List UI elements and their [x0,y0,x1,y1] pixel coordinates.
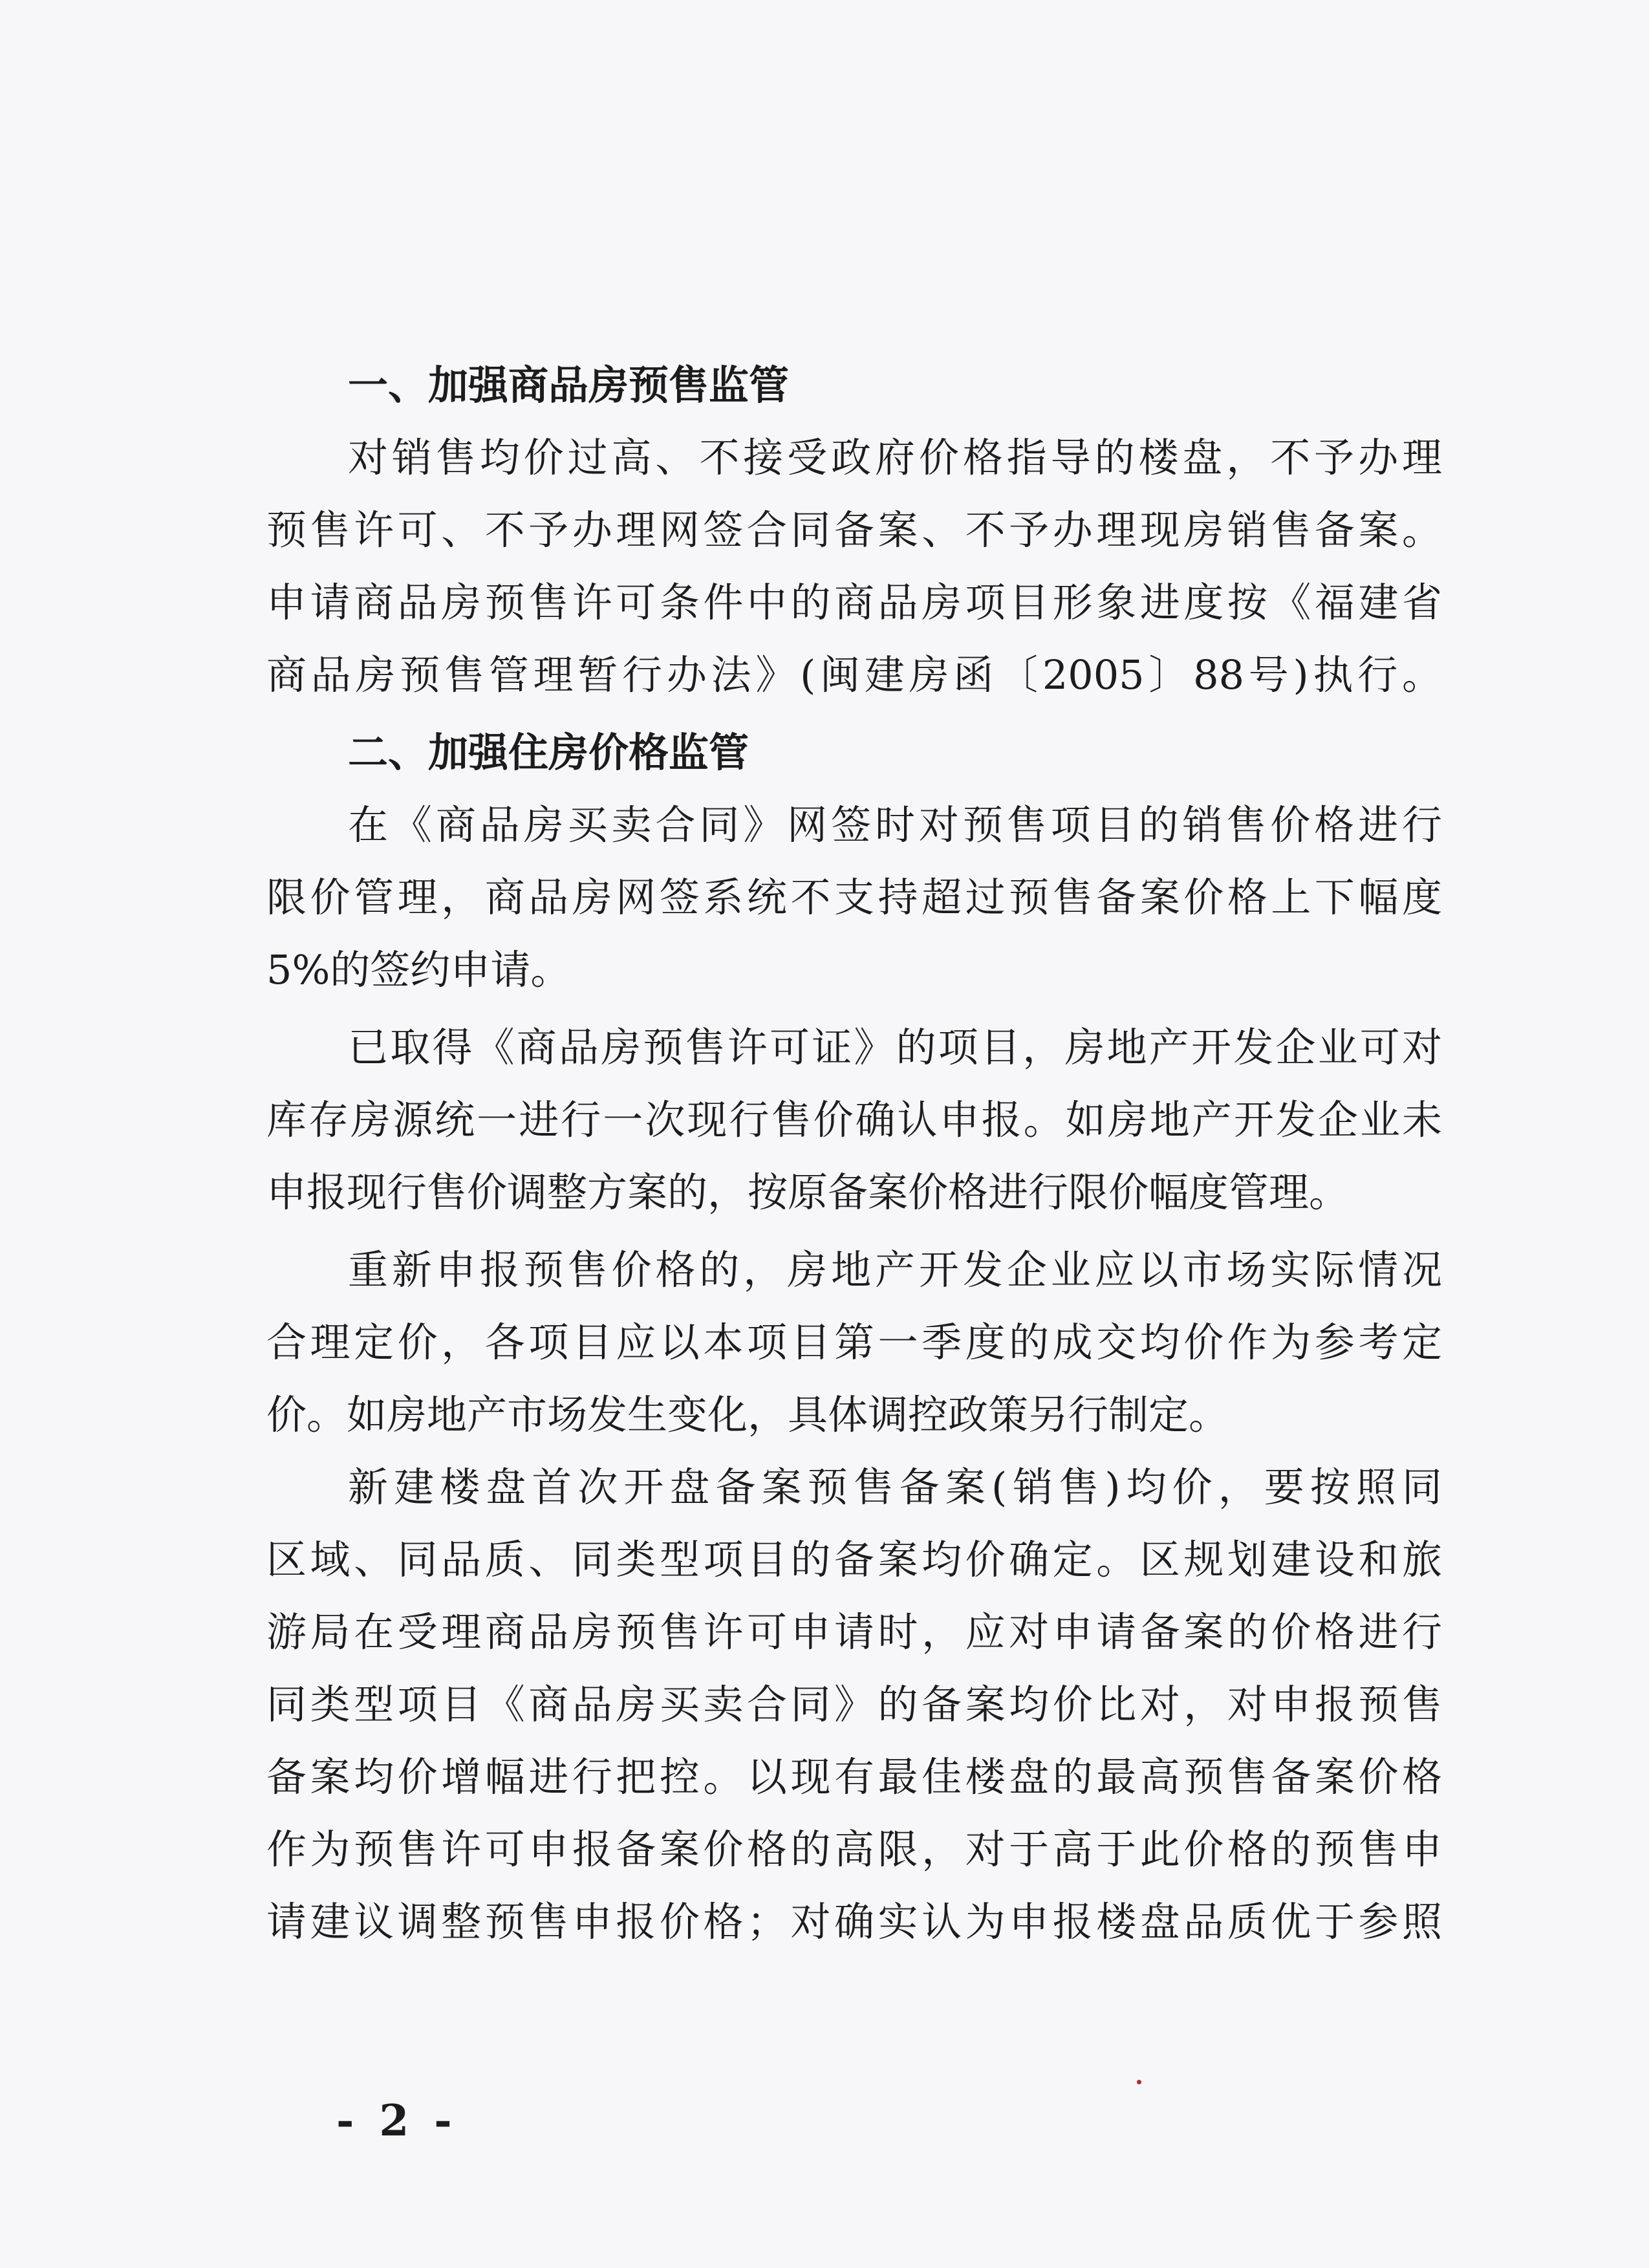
paragraph-line: 价。如房地产市场发生变化，具体调控政策另行制定。 [266,1391,1229,1438]
paragraph-line: 商品房预售管理暂行办法》(闽建房函〔2005〕88号)执行。 [266,651,1442,698]
section-heading-2: 二、加强住房价格监管 [348,729,749,776]
section-heading-1: 一、加强商品房预售监管 [348,362,790,409]
paragraph-line: 同类型项目《商品房买卖合同》的备案均价比对，对申报预售 [266,1681,1442,1728]
paragraph-line: 在《商品房买卖合同》网签时对预售项目的销售价格进行 [348,801,1442,848]
paragraph-line: 预售许可、不予办理网签合同备案、不予办理现房销售备案。 [266,506,1442,554]
page-number: - 2 - [336,2095,457,2146]
paragraph-line: 请建议调整预售申报价格；对确实认为申报楼盘品质优于参照 [266,1898,1442,1945]
paragraph-line: 合理定价，各项目应以本项目第一季度的成交均价作为参考定 [266,1319,1442,1366]
scan-speck [1137,2080,1141,2084]
paragraph-line: 新建楼盘首次开盘备案预售备案(销售)均价，要按照同 [348,1463,1442,1511]
paragraph-line: 备案均价增幅进行把控。以现有最佳楼盘的最高预售备案价格 [266,1753,1442,1800]
paragraph-line: 限价管理，商品房网签系统不支持超过预售备案价格上下幅度 [266,874,1442,921]
paragraph-line: 已取得《商品房预售许可证》的项目，房地产开发企业可对 [348,1024,1442,1071]
paragraph-line: 申请商品房预售许可条件中的商品房项目形象进度按《福建省 [266,579,1442,626]
paragraph-line: 作为预售许可申报备案价格的高限，对于高于此价格的预售申 [266,1826,1442,1873]
paragraph-line: 5%的签约申请。 [266,946,571,993]
paragraph-line: 库存房源统一进行一次现行售价确认申报。如房地产开发企业未 [266,1096,1442,1143]
paragraph-line: 重新申报预售价格的，房地产开发企业应以市场实际情况 [348,1246,1442,1293]
paragraph-line: 申报现行售价调整方案的，按原备案价格进行限价幅度管理。 [266,1169,1350,1216]
paragraph-line: 游局在受理商品房预售许可申请时，应对申请备案的价格进行 [266,1608,1442,1656]
paragraph-line: 对销售均价过高、不接受政府价格指导的楼盘，不予办理 [348,434,1442,481]
paragraph-line: 区域、同品质、同类型项目的备案均价确定。区规划建设和旅 [266,1536,1442,1583]
document-body [266,349,1442,1958]
